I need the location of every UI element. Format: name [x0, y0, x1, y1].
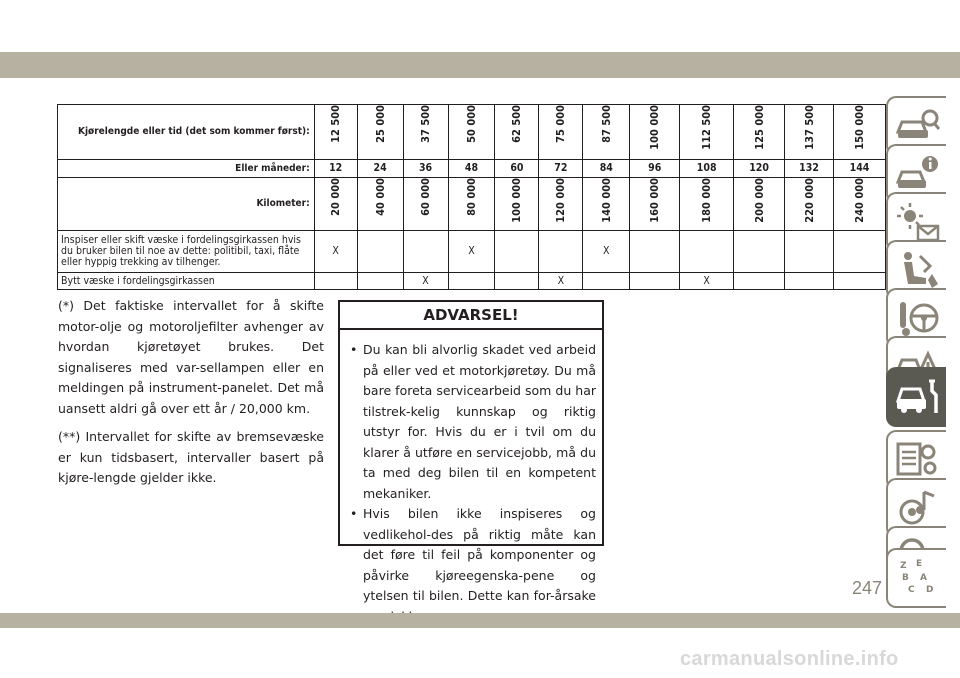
- alphabet-index-icon: [896, 558, 940, 598]
- months-row: [58, 159, 886, 177]
- schedule-mark: [583, 272, 630, 289]
- months-value: 48: [448, 159, 495, 177]
- svg-text:C: C: [908, 585, 915, 595]
- kilometer-value: 120 000: [554, 177, 568, 223]
- schedule-mark: [314, 272, 357, 289]
- kilometer-value: 40 000: [373, 177, 387, 216]
- svg-text:A: A: [920, 573, 927, 583]
- months-value: 60: [495, 159, 539, 177]
- mileage-value: 25 000: [373, 105, 387, 143]
- schedule-mark: [785, 272, 834, 289]
- kilometer-value: 200 000: [752, 177, 766, 223]
- schedule-mark: X: [314, 230, 357, 272]
- watermark: carmanualsonline.info: [680, 648, 899, 670]
- mileage-value: 75 000: [554, 105, 568, 143]
- kilometer-label: Kilometer:: [58, 177, 315, 230]
- footnotes: [58, 296, 324, 497]
- multimedia-icon: [896, 488, 940, 528]
- kilometer-value: 80 000: [464, 177, 478, 216]
- kilometer-value: 100 000: [510, 177, 524, 223]
- schedule-mark: X: [448, 230, 495, 272]
- schedule-mark: [680, 230, 734, 272]
- maintenance-schedule-table: [57, 104, 886, 290]
- schedule-mark: [834, 230, 886, 272]
- mileage-value: 37 500: [419, 105, 433, 143]
- schedule-mark: [630, 272, 680, 289]
- svg-text:B: B: [902, 573, 909, 583]
- schedule-mark: [734, 272, 785, 289]
- kilometer-row: [58, 177, 886, 230]
- schedule-mark: [495, 272, 539, 289]
- months-value: 24: [357, 159, 403, 177]
- table-row: [58, 272, 886, 289]
- warning-box: [338, 300, 604, 603]
- schedule-mark: X: [680, 272, 734, 289]
- warning-item: • Hvis bilen ikke inspiseres og vedlikehol-des på riktig måte kan det føre til feil på komponenter og påvirke kjøreegenska-pene og ytelsen til bilen. Dette kan for-årsake: [350, 504, 596, 627]
- warning-title: ADVARSEL!: [340, 302, 602, 330]
- schedule-mark: [539, 230, 583, 272]
- schedule-mark: [734, 230, 785, 272]
- months-value: 36: [403, 159, 448, 177]
- mileage-value: 87 500: [599, 105, 613, 143]
- months-value: 144: [834, 159, 886, 177]
- footnote-oil-interval: (*) Det faktiske intervallet for å skifte motor-olje og motoroljefilter avhenger av hvordan kjøretøyet brukes. Det signaliseres med var-sellampen eller en meldingen på instrument-panelet. Det må uansett aldri gå over ett år / 20,000 km.: [58, 298, 324, 416]
- months-value: 84: [583, 159, 630, 177]
- months-value: 132: [785, 159, 834, 177]
- tab-car-service[interactable]: [886, 367, 946, 427]
- warning-list: [340, 330, 602, 627]
- mileage-value: 150 000: [853, 105, 866, 150]
- svg-text:E: E: [916, 559, 923, 569]
- kilometer-value: 20 000: [329, 177, 343, 216]
- header-band: [0, 52, 960, 78]
- months-value: 120: [734, 159, 785, 177]
- mileage-value: 12 500: [329, 105, 343, 143]
- months-label: Eller måneder:: [58, 159, 315, 177]
- schedule-mark: [785, 230, 834, 272]
- schedule-mark: X: [403, 272, 448, 289]
- seat-airbag-icon: [896, 250, 940, 290]
- schedule-mark: X: [539, 272, 583, 289]
- kilometer-value: 220 000: [802, 177, 816, 223]
- kilometer-value: 160 000: [648, 177, 662, 223]
- mileage-value: 100 000: [648, 105, 662, 150]
- car-info-icon: [896, 154, 940, 194]
- warning-item: • Du kan bli alvorlig skadet ved arbeid på eller ved et motorkjøretøy. Du må bare foreta servicearbeid som du har tilstrek-kelig kunnskap og riktig utstyr for. Hvis du er i tvil om du klarer å utføre en servicejobb, må du ta med deg bilen til en kompetent mekaniker.: [350, 340, 596, 504]
- mileage-value: 62 500: [510, 105, 524, 143]
- row-description: Bytt væske i fordelingsgirkassen: [58, 272, 315, 289]
- schedule-mark: [834, 272, 886, 289]
- table-row: [58, 230, 886, 272]
- specifications-icon: [896, 440, 940, 480]
- schedule-mark: [495, 230, 539, 272]
- schedule-mark: X: [583, 230, 630, 272]
- kilometer-value: 180 000: [700, 177, 714, 223]
- footnote-brake-fluid: (**) Intervallet for skifte av bremsevæske er kun tidsbasert, intervaller basert på kjøre-lengde gjelder ikke.: [58, 429, 324, 485]
- steering-wheel-icon: [896, 298, 940, 338]
- schedule-mark: [403, 230, 448, 272]
- svg-text:Z: Z: [900, 561, 907, 571]
- warning-lights-icon: [896, 202, 940, 242]
- schedule-mark: [357, 230, 403, 272]
- car-service-icon: [896, 377, 940, 417]
- footer-band: [0, 613, 960, 628]
- months-value: 72: [539, 159, 583, 177]
- svg-text:D: D: [926, 585, 934, 595]
- car-search-icon: [896, 106, 940, 146]
- months-value: 108: [680, 159, 734, 177]
- kilometer-value: 240 000: [853, 177, 866, 223]
- mileage-row: [58, 105, 886, 160]
- schedule-mark: [630, 230, 680, 272]
- schedule-mark: [448, 272, 495, 289]
- kilometer-value: 60 000: [419, 177, 433, 216]
- mileage-value: 137 500: [802, 105, 816, 150]
- schedule-mark: [357, 272, 403, 289]
- mileage-value: 50 000: [464, 105, 478, 143]
- months-value: 96: [630, 159, 680, 177]
- row-description: Inspiser eller skift væske i fordelingsgirkassen hvis du bruker bilen til noe av dette: politibil, taxi, flåte eller hyppig trekking av tilhenger.: [58, 230, 315, 272]
- tab-alphabet-index[interactable]: [886, 548, 946, 608]
- page-number: 247: [852, 578, 883, 598]
- mileage-value: 125 000: [752, 105, 766, 150]
- mileage-value: 112 500: [700, 105, 714, 150]
- kilometer-value: 140 000: [599, 177, 613, 223]
- mileage-label: Kjørelengde eller tid (det som kommer først):: [58, 105, 315, 160]
- months-value: 12: [314, 159, 357, 177]
